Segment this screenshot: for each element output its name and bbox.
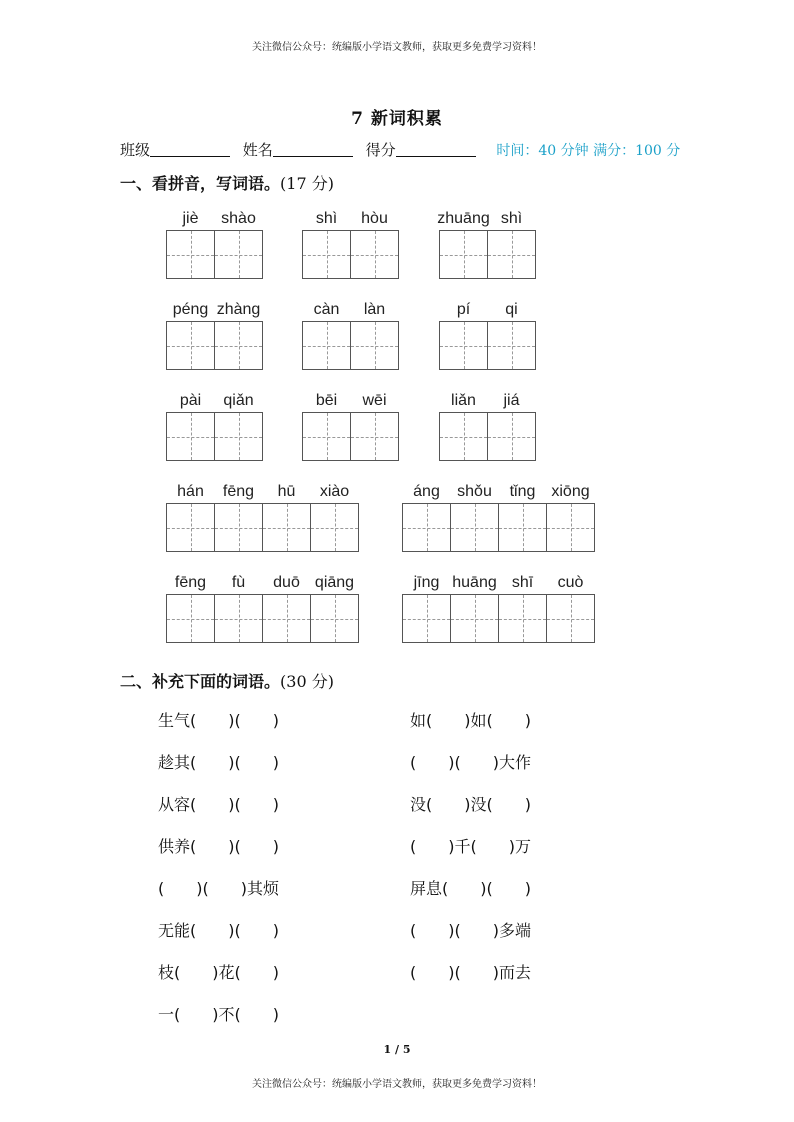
tian-zi-cell[interactable] [166,412,215,461]
pinyin-syllable: shì [315,210,338,227]
footer-note: 关注微信公众号：统编版小学语文教师，获取更多免费学习资料！ [252,1079,542,1090]
section-1-title: 一、看拼音，写词语。 [120,174,281,193]
tian-zi-cell[interactable] [310,594,359,643]
pinyin-syllable: huāng [452,574,497,591]
pinyin-syllable: fēng [222,483,255,500]
tian-zi-cell[interactable] [214,503,263,552]
pinyin-syllable: bēi [315,392,338,409]
idiom-fill-item: ( )( )其烦 [158,879,279,898]
idiom-fill-item: 生气( )( ) [158,711,279,730]
pinyin-syllable: fēng [174,574,207,591]
tian-zi-cell[interactable] [498,503,547,552]
pinyin-syllable: liǎn [451,392,476,409]
idiom-fill-item: 如( )如( ) [410,711,531,730]
section-2-score: (30 分) [280,672,334,691]
pinyin-syllable: hòu [361,210,388,227]
tian-zi-cell[interactable] [302,321,351,370]
section-2-heading [120,669,334,692]
score-label: 得分 [365,141,396,159]
header-note: 关注微信公众号：统编版小学语文教师，获取更多免费学习资料！ [252,42,542,53]
writing-grid [439,230,536,279]
name-label: 姓名 [242,141,273,159]
tian-zi-cell[interactable] [262,594,311,643]
tian-zi-cell[interactable] [350,230,399,279]
class-label: 班级 [120,141,151,159]
pinyin-syllable: zhàng [216,301,261,318]
time-limit-text: 时间：40 分钟 满分：100 分 [496,143,681,159]
pinyin-syllable: péng [172,301,209,318]
student-info-row [120,139,680,160]
tian-zi-cell[interactable] [214,412,263,461]
pinyin-syllable: xiōng [551,483,590,500]
writing-grid [402,594,595,643]
idiom-fill-item: ( )( )而去 [410,963,531,982]
tian-zi-cell[interactable] [214,321,263,370]
pinyin-syllable: xiào [319,483,350,500]
tian-zi-cell[interactable] [302,412,351,461]
pinyin-syllable: jiá [503,392,520,409]
writing-grid [166,412,263,461]
class-blank[interactable] [150,142,230,157]
pinyin-syllable: shī [511,574,534,591]
pinyin-syllable: cuò [557,574,584,591]
tian-zi-cell[interactable] [487,230,536,279]
writing-grid [439,412,536,461]
pinyin-syllable: shì [500,210,523,227]
tian-zi-cell[interactable] [439,412,488,461]
pinyin-syllable: shào [221,210,256,227]
tian-zi-cell[interactable] [166,321,215,370]
idiom-fill-item: 供养( )( ) [158,837,279,856]
pinyin-syllable: pài [179,392,202,409]
tian-zi-cell[interactable] [302,230,351,279]
writing-grid [166,594,359,643]
pinyin-syllable: tǐng [509,483,536,500]
tian-zi-cell[interactable] [262,503,311,552]
pinyin-syllable: qiǎn [223,392,254,409]
pinyin-syllable: qi [505,301,518,318]
tian-zi-cell[interactable] [546,594,595,643]
section-1-score: (17 分) [280,174,334,193]
tian-zi-cell[interactable] [450,503,499,552]
tian-zi-cell[interactable] [546,503,595,552]
idiom-fill-item: ( )( )多端 [410,921,531,940]
pinyin-syllable: zhuāng [437,210,490,227]
pinyin-syllable: hán [177,483,204,500]
tian-zi-cell[interactable] [310,503,359,552]
writing-grid [166,230,263,279]
tian-zi-cell[interactable] [350,321,399,370]
idiom-fill-item: ( )千( )万 [410,837,531,856]
pinyin-syllable: jiè [182,210,199,227]
tian-zi-cell[interactable] [439,230,488,279]
idiom-fill-item: 趁其( )( ) [158,753,279,772]
idiom-fill-item: 没( )没( ) [410,795,531,814]
tian-zi-cell[interactable] [214,594,263,643]
name-blank[interactable] [273,142,353,157]
tian-zi-cell[interactable] [166,503,215,552]
writing-grid [302,230,399,279]
pinyin-syllable: jīng [413,574,440,591]
tian-zi-cell[interactable] [350,412,399,461]
pinyin-syllable: càn [313,301,340,318]
pinyin-syllable: làn [363,301,386,318]
tian-zi-cell[interactable] [450,594,499,643]
idiom-fill-item: 从容( )( ) [158,795,279,814]
section-1-heading [120,171,334,194]
score-blank[interactable] [396,142,476,157]
pinyin-syllable: wēi [362,392,387,409]
tian-zi-cell[interactable] [439,321,488,370]
pinyin-syllable: qiāng [314,574,355,591]
pinyin-syllable: shǒu [457,483,492,500]
writing-grid [166,503,359,552]
writing-grid [402,503,595,552]
page-title: 7 新词积累 [351,109,443,129]
pinyin-syllable: fù [231,574,246,591]
idiom-fill-item: ( )( )大作 [410,753,531,772]
writing-grid [166,321,263,370]
idiom-fill-item: 一( )不( ) [158,1005,279,1024]
tian-zi-cell[interactable] [498,594,547,643]
writing-grid [302,412,399,461]
idiom-fill-item: 枝( )花( ) [158,963,279,982]
pinyin-syllable: hū [277,483,296,500]
idiom-fill-item: 屏息( )( ) [410,879,531,898]
pinyin-syllable: duō [273,574,300,591]
tian-zi-cell[interactable] [214,230,263,279]
page-number: 1 / 5 [383,1043,411,1056]
tian-zi-cell[interactable] [402,594,451,643]
writing-grid [439,321,536,370]
writing-grid [302,321,399,370]
section-2-title: 二、补充下面的词语。 [120,672,281,691]
tian-zi-cell[interactable] [166,230,215,279]
tian-zi-cell[interactable] [166,594,215,643]
pinyin-syllable: áng [413,483,440,500]
tian-zi-cell[interactable] [402,503,451,552]
tian-zi-cell[interactable] [487,412,536,461]
pinyin-syllable: pí [456,301,471,318]
idiom-fill-item: 无能( )( ) [158,921,279,940]
tian-zi-cell[interactable] [487,321,536,370]
